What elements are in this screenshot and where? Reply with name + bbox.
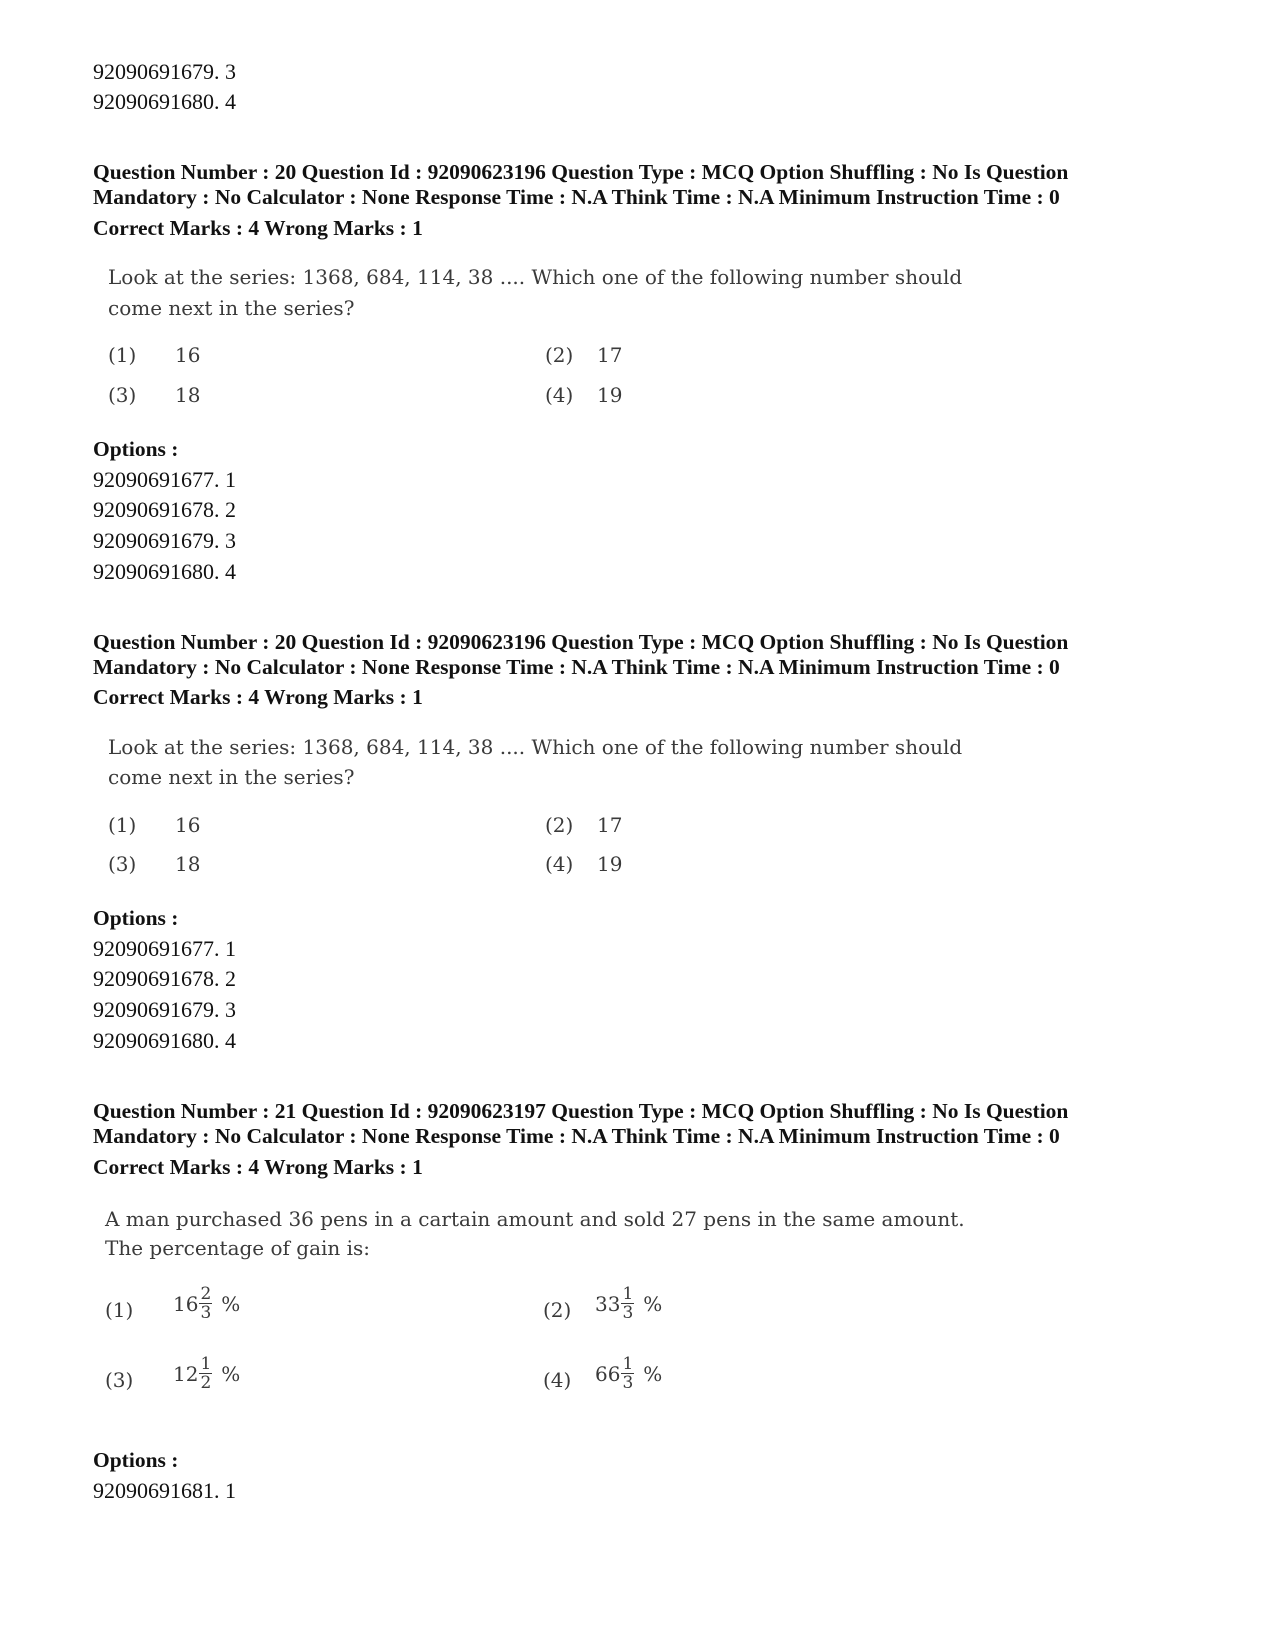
choice-value: 16 [175, 343, 201, 367]
option-id-line: 92090691678. 2 [93, 966, 236, 991]
options-label: Options : [93, 437, 179, 461]
percent-sign: % [643, 1291, 663, 1316]
choice-number: (2) [545, 813, 574, 837]
option-id-line: 92090691679. 3 [93, 528, 236, 553]
choice-number: (1) [105, 1298, 134, 1322]
fraction-numerator: 1 [622, 1284, 634, 1304]
fraction-denominator: 3 [622, 1303, 634, 1323]
choice-number: (4) [543, 1368, 572, 1392]
choice-number: (4) [545, 383, 574, 407]
fraction-numerator: 1 [200, 1354, 212, 1374]
option-id-line: 92090691677. 1 [93, 936, 236, 961]
choice-number: (1) [108, 343, 137, 367]
mixed-fraction-choice [173, 1355, 240, 1392]
fraction-numerator: 2 [200, 1284, 212, 1304]
question-text: come next in the series? [108, 765, 355, 789]
option-id-line: 92090691677. 1 [93, 467, 236, 492]
choice-number: (2) [545, 343, 574, 367]
question-meta-line: Mandatory : No Calculator : None Response Time : N.A Think Time : N.A Minimum Instruction Time : 0 [93, 185, 1060, 209]
mixed-fraction-choice [595, 1355, 662, 1392]
marks-line: Correct Marks : 4 Wrong Marks : 1 [93, 1155, 423, 1179]
question-meta-line: Question Number : 20 Question Id : 92090623196 Question Type : MCQ Option Shuffling : No Is Question [93, 630, 1069, 654]
question-text: come next in the series? [108, 296, 355, 320]
option-id-line: 92090691680. 4 [93, 89, 236, 114]
choice-value: 16 [175, 813, 201, 837]
fraction-whole: 66 [595, 1361, 621, 1386]
options-label: Options : [93, 1448, 179, 1472]
option-id-line: 92090691681. 1 [93, 1478, 236, 1503]
percent-sign: % [221, 1361, 241, 1386]
question-meta-line: Mandatory : No Calculator : None Response Time : N.A Think Time : N.A Minimum Instruction Time : 0 [93, 655, 1060, 679]
choice-value: 17 [597, 343, 623, 367]
options-label: Options : [93, 906, 179, 930]
fraction-numerator: 1 [622, 1354, 634, 1374]
choice-value: 17 [597, 813, 623, 837]
choice-value: 18 [175, 383, 201, 407]
option-id-line: 92090691679. 3 [93, 997, 236, 1022]
question-text: A man purchased 36 pens in a cartain amount and sold 27 pens in the same amount. [105, 1207, 965, 1231]
choice-number: (3) [105, 1368, 134, 1392]
fraction-denominator: 3 [200, 1303, 212, 1323]
choice-number: (3) [108, 383, 137, 407]
question-meta-line: Question Number : 21 Question Id : 92090623197 Question Type : MCQ Option Shuffling : No Is Question [93, 1099, 1069, 1123]
choice-value: 19 [597, 383, 623, 407]
choice-number: (1) [108, 813, 137, 837]
mixed-fraction-choice [173, 1285, 240, 1322]
fraction-whole: 16 [173, 1291, 199, 1316]
choice-number: (4) [545, 852, 574, 876]
question-text: The percentage of gain is: [105, 1236, 371, 1260]
fraction-denominator: 3 [622, 1373, 634, 1393]
fraction-whole: 12 [173, 1361, 199, 1386]
marks-line: Correct Marks : 4 Wrong Marks : 1 [93, 216, 423, 240]
question-text: Look at the series: 1368, 684, 114, 38 .... Which one of the following number should [108, 735, 963, 759]
mixed-fraction-choice [595, 1285, 662, 1322]
choice-number: (3) [108, 852, 137, 876]
question-meta-line: Question Number : 20 Question Id : 92090623196 Question Type : MCQ Option Shuffling : No Is Question [93, 160, 1069, 184]
option-id-line: 92090691680. 4 [93, 1028, 236, 1053]
choice-value: 18 [175, 852, 201, 876]
fraction-whole: 33 [595, 1291, 621, 1316]
fraction [199, 1355, 212, 1392]
choice-number: (2) [543, 1298, 572, 1322]
percent-sign: % [643, 1361, 663, 1386]
choice-value: 19 [597, 852, 623, 876]
fraction [621, 1355, 634, 1392]
marks-line: Correct Marks : 4 Wrong Marks : 1 [93, 685, 423, 709]
option-id-line: 92090691680. 4 [93, 559, 236, 584]
option-id-line: 92090691678. 2 [93, 497, 236, 522]
option-id-line: 92090691679. 3 [93, 59, 236, 84]
question-meta-line: Mandatory : No Calculator : None Response Time : N.A Think Time : N.A Minimum Instruction Time : 0 [93, 1124, 1060, 1148]
fraction [621, 1285, 634, 1322]
question-text: Look at the series: 1368, 684, 114, 38 .... Which one of the following number should [108, 265, 963, 289]
fraction-denominator: 2 [200, 1373, 212, 1393]
fraction [199, 1285, 212, 1322]
percent-sign: % [221, 1291, 241, 1316]
